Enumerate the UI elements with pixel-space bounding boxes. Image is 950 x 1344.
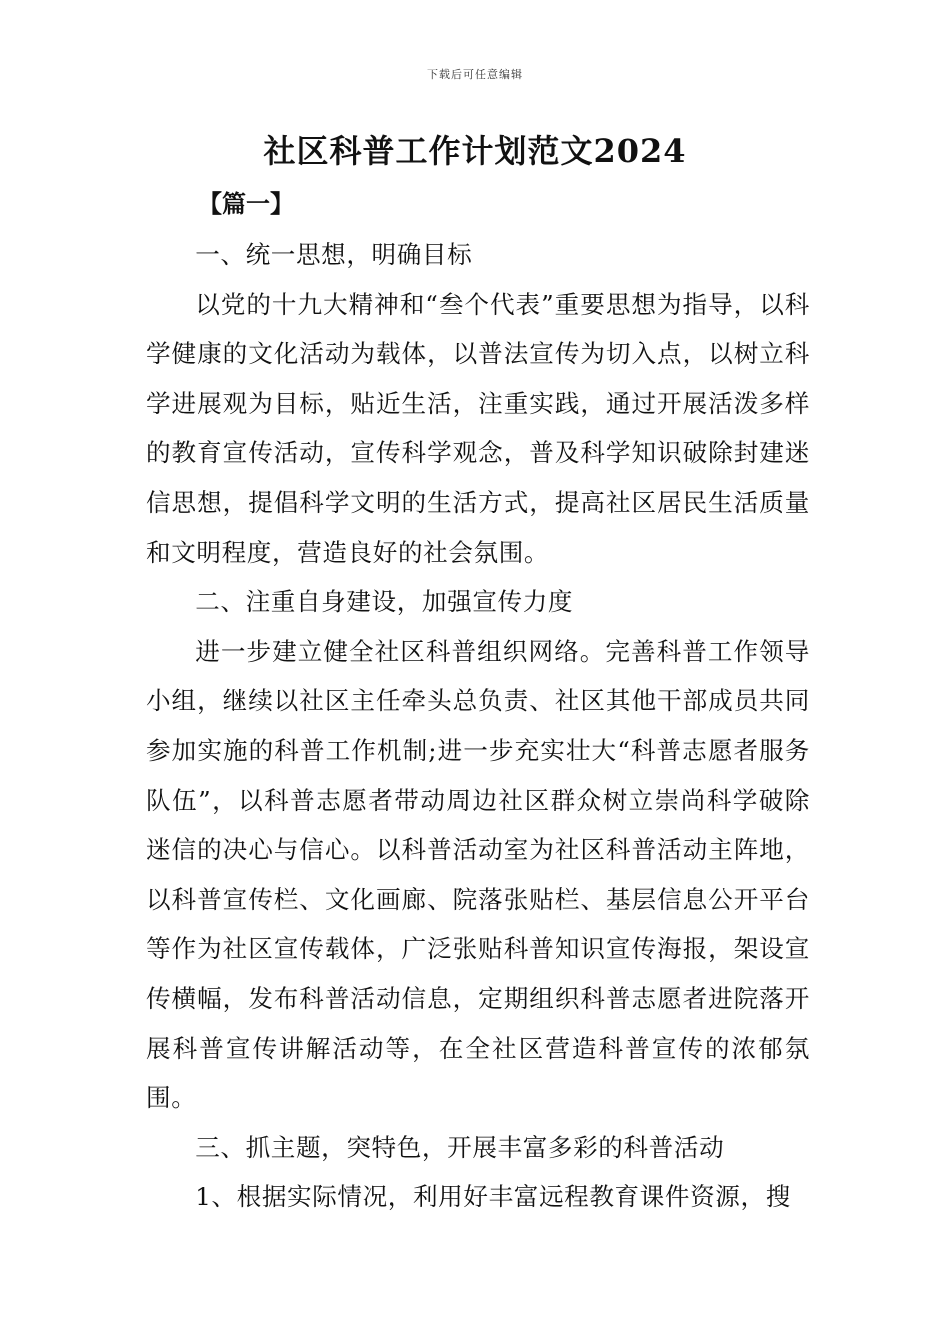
paragraph-1: 以党的十九大精神和“叁个代表”重要思想为指导，以科学健康的文化活动为载体，以普法宣传为切入点，以树立科学进展观为目标，贴近生活，注重实践，通过开展活泼多样的教育宣传活动，宣传科学观念，普及科学知识破除封建迷信思想，提倡科学文明的生活方式，提高社区居民生活质量和文明程度，营造良好的社会氛围。 [146, 289, 810, 567]
section-tag: 【篇一】 [198, 189, 294, 218]
page-title: 社区科普工作计划范文2024 [263, 132, 687, 170]
heading-2: 二、注重自身建设，加强宣传力度 [195, 587, 574, 617]
paragraph-2: 进一步建立健全社区科普组织网络。完善科普工作领导小组，继续以社区主任牵头总负责、社区其他干部成员共同参加实施的科普工作机制;进一步充实壮大“科普志愿者服务队伍”，以科普志愿者带动周边社区群众树立崇尚科学破除迷信的决心与信心。以科普活动室为社区科普活动主阵地，以科普宣传栏、文化画廊、院落张贴栏、基层信息公开平台等作为社区宣传载体，广泛张贴科普知识宣传海报，架设宣传横幅，发布科普活动信息，定期组织科普志愿者进院落开展科普宣传讲解活动等，在全社区营造科普宣传的浓郁氛围。 [146, 636, 810, 1113]
header-note: 下载后可任意编辑 [427, 68, 523, 81]
heading-3: 三、抓主题，突特色，开展丰富多彩的科普活动 [195, 1132, 725, 1162]
heading-1: 一、统一思想，明确目标 [195, 240, 473, 269]
document-body [146, 230, 810, 1222]
paragraph-3: 1、根据实际情况，利用好丰富远程教育课件资源，搜 [195, 1182, 791, 1212]
